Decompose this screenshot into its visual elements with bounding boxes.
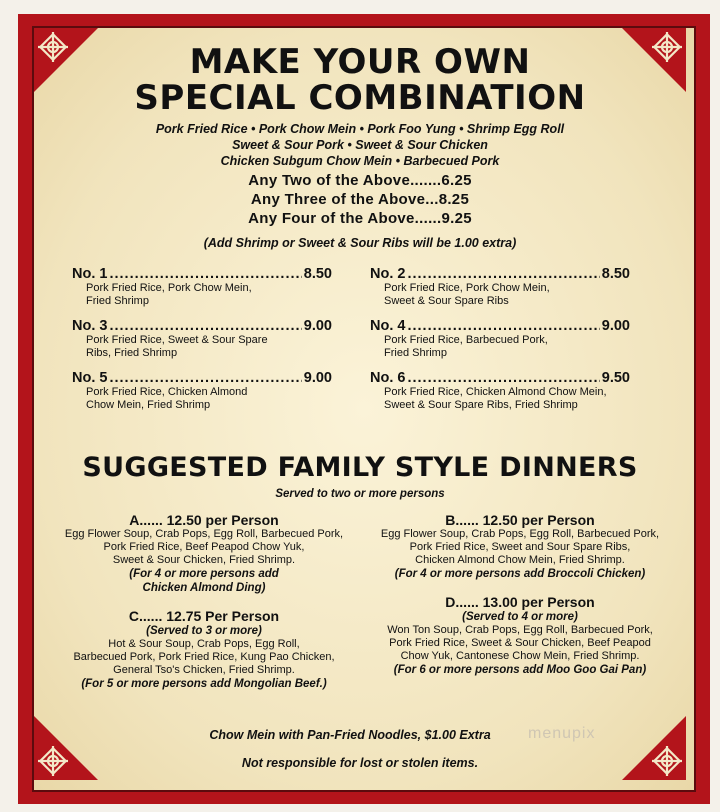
dinner-b [360, 512, 680, 581]
corner-knot-icon [622, 716, 686, 780]
combo-price: 8.50 [303, 266, 332, 282]
dinner-note: (For 4 or more persons add Broccoli Chicken) [394, 568, 646, 580]
watermark: menupix [528, 725, 596, 742]
combo-label: No. 6 [370, 370, 406, 386]
dinner-note: Chicken Almond Ding) [142, 582, 266, 594]
combo-desc: Sweet & Sour Spare Ribs [384, 295, 509, 307]
dinner-served: (Served to 4 or more) [462, 611, 578, 623]
dinner-desc: Pork Fried Rice, Sweet and Sour Spare Ribs, [409, 541, 631, 553]
combo-price: 9.50 [601, 370, 630, 386]
dinner-desc: Pork Fried Rice, Beef Peapod Chow Yuk, [103, 541, 305, 553]
combo-desc: Pork Fried Rice, Chicken Almond Chow Mein, [384, 386, 607, 398]
combo-desc: Pork Fried Rice, Barbecued Pork, [384, 334, 548, 346]
page-title-line2: SPECIAL COMBINATION [134, 78, 586, 118]
combo-item [370, 318, 630, 360]
extra-charge-note: (Add Shrimp or Sweet & Sour Ribs will be 1.00 extra) [203, 236, 517, 250]
dinner-desc: General Tso's Chicken, Fried Shrimp. [113, 664, 295, 676]
page-title-line1: MAKE YOUR OWN [189, 42, 531, 82]
dinner-note: (For 5 or more persons add Mongolian Beef.) [81, 678, 327, 690]
combo-item [72, 266, 332, 308]
combo-price: 9.00 [601, 318, 630, 334]
dinner-heading: B...... 12.50 per Person [445, 512, 595, 528]
dinner-served: (Served to 3 or more) [146, 625, 262, 637]
combo-price: 8.50 [601, 266, 630, 282]
dinner-a [44, 512, 364, 595]
combination-items-line2: Sweet & Sour Pork • Sweet & Sour Chicken [232, 138, 488, 152]
dinner-note: (For 6 or more persons add Moo Goo Gai Pan) [393, 664, 647, 676]
combination-items-line3: Chicken Subgum Chow Mein • Barbecued Pork [220, 154, 500, 168]
price-any-two: Any Two of the Above.......6.25 [248, 172, 472, 189]
combo-desc: Fried Shrimp [384, 347, 447, 359]
dinner-desc: Chicken Almond Chow Mein, Fried Shrimp. [415, 554, 625, 566]
combo-desc: Pork Fried Rice, Chicken Almond [86, 386, 248, 398]
combo-label: No. 4 [370, 318, 406, 334]
combo-desc: Pork Fried Rice, Sweet & Sour Spare [86, 334, 268, 346]
dinner-desc: Won Ton Soup, Crab Pops, Egg Roll, Barbecued Pork, [387, 624, 653, 636]
combination-items-line1: Pork Fried Rice • Pork Chow Mein • Pork Foo Yung • Shrimp Egg Roll [155, 122, 565, 136]
dinner-desc: Sweet & Sour Chicken, Fried Shrimp. [112, 554, 296, 566]
combo-label: No. 2 [370, 266, 406, 282]
family-dinners-title: SUGGESTED FAMILY STYLE DINNERS [82, 452, 638, 483]
dinner-desc: Egg Flower Soup, Crab Pops, Egg Roll, Barbecued Pork, [64, 528, 344, 540]
combo-desc: Sweet & Sour Spare Ribs, Fried Shrimp [384, 399, 578, 411]
dinner-heading: D...... 13.00 per Person [445, 594, 595, 610]
combo-desc: Fried Shrimp [86, 295, 149, 307]
combo-item [72, 318, 332, 360]
price-any-four: Any Four of the Above......9.25 [248, 210, 472, 227]
combo-desc: Chow Mein, Fried Shrimp [86, 399, 211, 411]
corner-knot-icon [34, 716, 98, 780]
combo-price: 9.00 [303, 318, 332, 334]
combo-price: 9.00 [303, 370, 332, 386]
combo-desc: Pork Fried Rice, Pork Chow Mein, [384, 282, 550, 294]
combo-desc: Pork Fried Rice, Pork Chow Mein, [86, 282, 252, 294]
combo-label: No. 1 [72, 266, 108, 282]
dinner-heading: C...... 12.75 Per Person [128, 608, 280, 624]
dinner-heading: A...... 12.50 per Person [129, 512, 279, 528]
combo-item [72, 370, 332, 412]
dinner-desc: Hot & Sour Soup, Crab Pops, Egg Roll, [108, 638, 300, 650]
dinner-note: (For 4 or more persons add [129, 568, 279, 580]
disclaimer: Not responsible for lost or stolen items. [241, 756, 479, 770]
dinner-desc: Chow Yuk, Cantonese Chow Mein, Fried Shrimp. [400, 650, 640, 662]
chow-mein-extra-note: Chow Mein with Pan-Fried Noodles, $1.00 Extra [209, 728, 491, 742]
dinner-c [44, 608, 364, 691]
combo-label: No. 3 [72, 318, 108, 334]
dinner-d [360, 594, 680, 677]
dinner-desc: Pork Fried Rice, Sweet & Sour Chicken, Beef Peapod [389, 637, 651, 649]
combo-item [370, 266, 630, 308]
combo-item [370, 370, 630, 412]
combo-desc: Ribs, Fried Shrimp [86, 347, 178, 359]
price-any-three: Any Three of the Above...8.25 [250, 191, 470, 208]
combo-label: No. 5 [72, 370, 108, 386]
dinner-desc: Barbecued Pork, Pork Fried Rice, Kung Pao Chicken, [73, 651, 335, 663]
family-served-note: Served to two or more persons [275, 488, 445, 500]
dinner-desc: Egg Flower Soup, Crab Pops, Egg Roll, Barbecued Pork, [380, 528, 660, 540]
